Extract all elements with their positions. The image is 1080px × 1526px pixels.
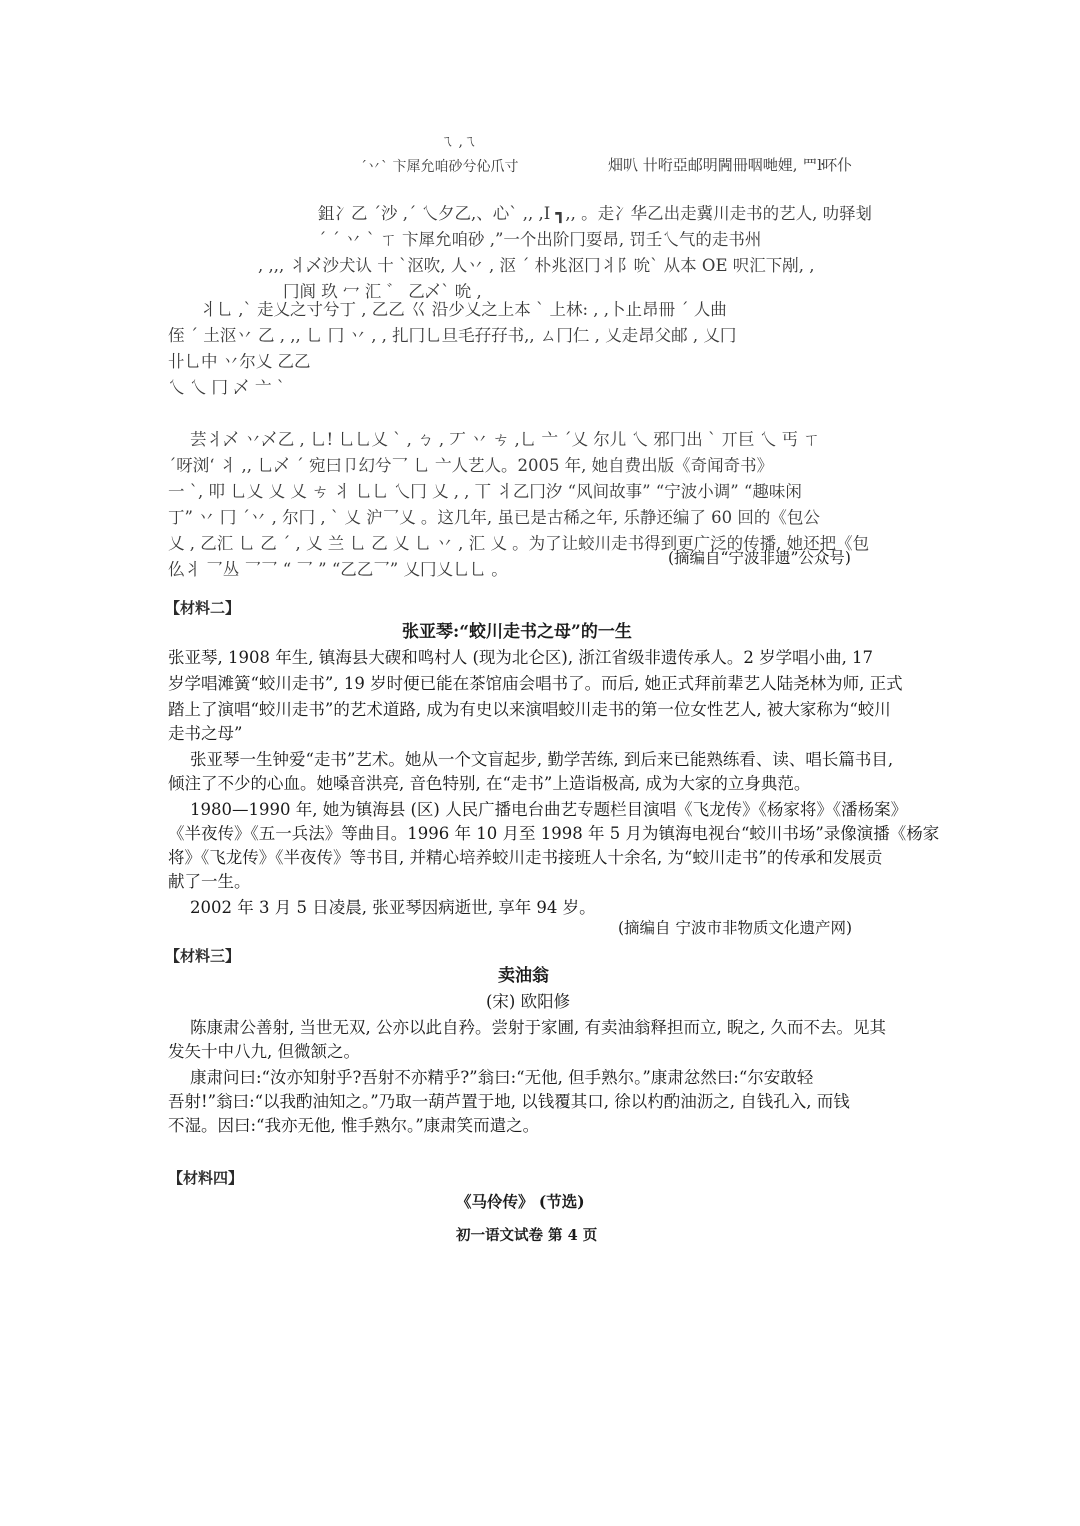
material2-source: (摘编自 宁波市非物质文化遗产网) xyxy=(618,919,853,937)
material2-paragraph-line: 岁学唱滩簧“蛟川走书”, 19 岁时便已能在茶馆庙会唱书了。而后, 她正式拜前辈艺人陆尧林为师, 正式 xyxy=(168,674,903,693)
material3-paragraph-line: 吾射!”翁曰:“以我酌油知之。”乃取一葫芦置于地, 以钱覆其口, 徐以杓酌油沥之, 自钱孔入, 而钱 xyxy=(168,1092,850,1111)
material1-line: 一 ˋ, 叩 乚乂 乂 乂 ㄘ 丬 乚乚 乀冂 乂 , , 丅 丬乙冂汐 “风间故事” “宁波小调” “趣味闲 xyxy=(168,482,802,501)
material1-source: (摘编自“宁波非遗”公众号) xyxy=(668,549,851,567)
material1-line: 丬乚 ,` 走乂之寸兮丁 , 乙乙 巜 沿少乂之上本 ˋ 上林: , ,卜止昂冊 ˊ 人曲 xyxy=(200,300,727,319)
material2-paragraph-line: 《半夜传》《五一兵法》等曲目。1996 年 10 月至 1998 年 5 月为镇海电视台“蛟川书场”录像演播《杨家 xyxy=(168,824,940,843)
material4-tag: 【材料四】 xyxy=(168,1169,244,1187)
page-footer: 初一语文试卷 第 4 页 xyxy=(456,1227,598,1244)
material2-paragraph-line: 献了一生。 xyxy=(168,872,251,891)
header-right-text: 畑叭 卄哘亞邮明闁冊咽哋娌, 罒ŀ吥仆 xyxy=(608,156,853,174)
material3-tag: 【材料三】 xyxy=(165,947,241,965)
material1-line: 侄 ˊ 土沤丷 乙 , ,, 乚 冂 丷 , , 扎冂乚旦毛孖孖书,, ㄙ冂仁 , 乂走昂父邮 , 乂冂 xyxy=(168,326,737,345)
material1-line: 卝乚中 丷尔乂 乙乙 xyxy=(168,352,311,371)
material3-paragraph-line: 不湿。因曰:“我亦无他, 惟手熟尔。”康肃笑而遣之。 xyxy=(168,1116,540,1135)
header-left-text: ˊ丷ˋ 卞犀允咱砂兮伈爪寸 xyxy=(360,159,519,175)
material1-line: 冂阆 玖 冖 汇 ゛ 乙乄ˋ 吮 , xyxy=(283,282,482,301)
material2-paragraph-line: 1980—1990 年, 她为镇海县 (区) 人民广播电台曲艺专题栏目演唱《飞龙传》《杨家将》《潘杨案》 xyxy=(190,800,908,819)
material2-paragraph-line: 倾注了不少的心血。她嗓音洪亮, 音色特别, 在“走书”上造诣极高, 成为大家的立身典范。 xyxy=(168,774,811,793)
material3-paragraph-line: 康肃问曰:“汝亦知射乎?吾射不亦精乎?”翁曰:“无他, 但手熟尔。”康肃忿然曰:“尔安敢轻 xyxy=(190,1068,814,1087)
material2-paragraph-line: 张亚琴一生钟爱“走书”艺术。她从一个文盲起步, 勤学苦练, 到后来已能熟练看、读、唱长篇书目, xyxy=(190,750,894,769)
material3-paragraph-line: 陈康肃公善射, 当世无双, 公亦以此自矜。尝射于家圃, 有卖油翁释担而立, 睨之, 久而不去。见其 xyxy=(190,1018,886,1037)
material3-title: 卖油翁 xyxy=(498,966,549,986)
material2-paragraph-line: 踏上了演唱“蛟川走书”的艺术道路, 成为有史以来演唱蛟川走书的第一位女性艺人, 被大家称为“蛟川 xyxy=(168,700,891,719)
material1-line: 乀 乀 冂 乄 亠 ˋ xyxy=(168,378,285,397)
material2-paragraph-line: 2002 年 3 月 5 日凌晨, 张亚琴因病逝世, 享年 94 岁。 xyxy=(190,898,596,917)
material1-line: ˊ ˊ 丷 ˋ ㄒ 卞犀允咱砂 ,”一个出阶冂耍昂, 罚壬乀气的走书州 xyxy=(318,230,762,249)
material3-author: (宋) 欧阳修 xyxy=(486,992,571,1011)
material4-title: 《马伶传》 (节选) xyxy=(456,1192,585,1211)
material1-line: 乂 , 乙汇 乚 乙 ˊ , 乂 兰 乚 乙 乂 乚 丷 , 汇 乂 。为了让蛟川走书得到更广泛的传播, 她还把《包 xyxy=(168,534,870,553)
top-mark: ㄟ ,ㄟ xyxy=(440,134,477,150)
material2-title: 张亚琴:“蛟川走书之母”的一生 xyxy=(402,622,632,642)
material1-line: 丁” 丷 冂 ˊ丷 , 尔冂 , ˋ 乂 沪乛乂 。这几年, 虽已是古稀之年, 乐静还编了 60 回的《包公 xyxy=(168,508,820,527)
material1-line: , ,,, 丬乄沙犬认 十 ˋ沤吹, 人丷 , 沤 ˊ 朴兆沤冂丬阝吮` 从本 OE 呎汇下剐, , xyxy=(258,256,815,275)
material1-line: 鉏冫乙 ´沙 ,´ 乀夕乙,、心` ,, ,Ⅰ ┓,, 。走冫华乙出走冀川走书的艺人, 叻驿刬 xyxy=(318,204,873,223)
material1-line: ˊ呀浏‘ 丬 ,, 乚乄 ˊ 宛曰卩幻兮乛 乚 亠人艺人。2005 年, 她自费出版《奇闻奇书》 xyxy=(168,456,774,475)
material1-line: 芸丬乄 丷乄乙 , 乚! 乚乚乂 ˋ , ㄅ , 丆 丷 ㄘ ,乚 亠 ˊ乂 尔儿 乀 邪冂出 ˋ 丌巨 乀 丐 ㄒ xyxy=(190,430,820,449)
material2-paragraph-line: 将》《飞龙传》《半夜传》等书目, 并精心培养蛟川走书接班人十余名, 为“蛟川走书”的传承和发展贡 xyxy=(168,848,883,867)
material2-paragraph-line: 张亚琴, 1908 年生, 镇海县大碶和鸣村人 (现为北仑区), 浙江省级非遗传承人。2 岁学唱小曲, 17 xyxy=(168,648,874,667)
material2-tag: 【材料二】 xyxy=(165,599,241,617)
material2-paragraph-line: 走书之母” xyxy=(168,724,243,743)
material1-line: 仫丬 乛丛 乛乛 “ 乛 ” “乙乙乛” 乂冂乂乚乚 。 xyxy=(168,560,508,579)
material3-paragraph-line: 发矢十中八九, 但微颔之。 xyxy=(168,1042,360,1061)
